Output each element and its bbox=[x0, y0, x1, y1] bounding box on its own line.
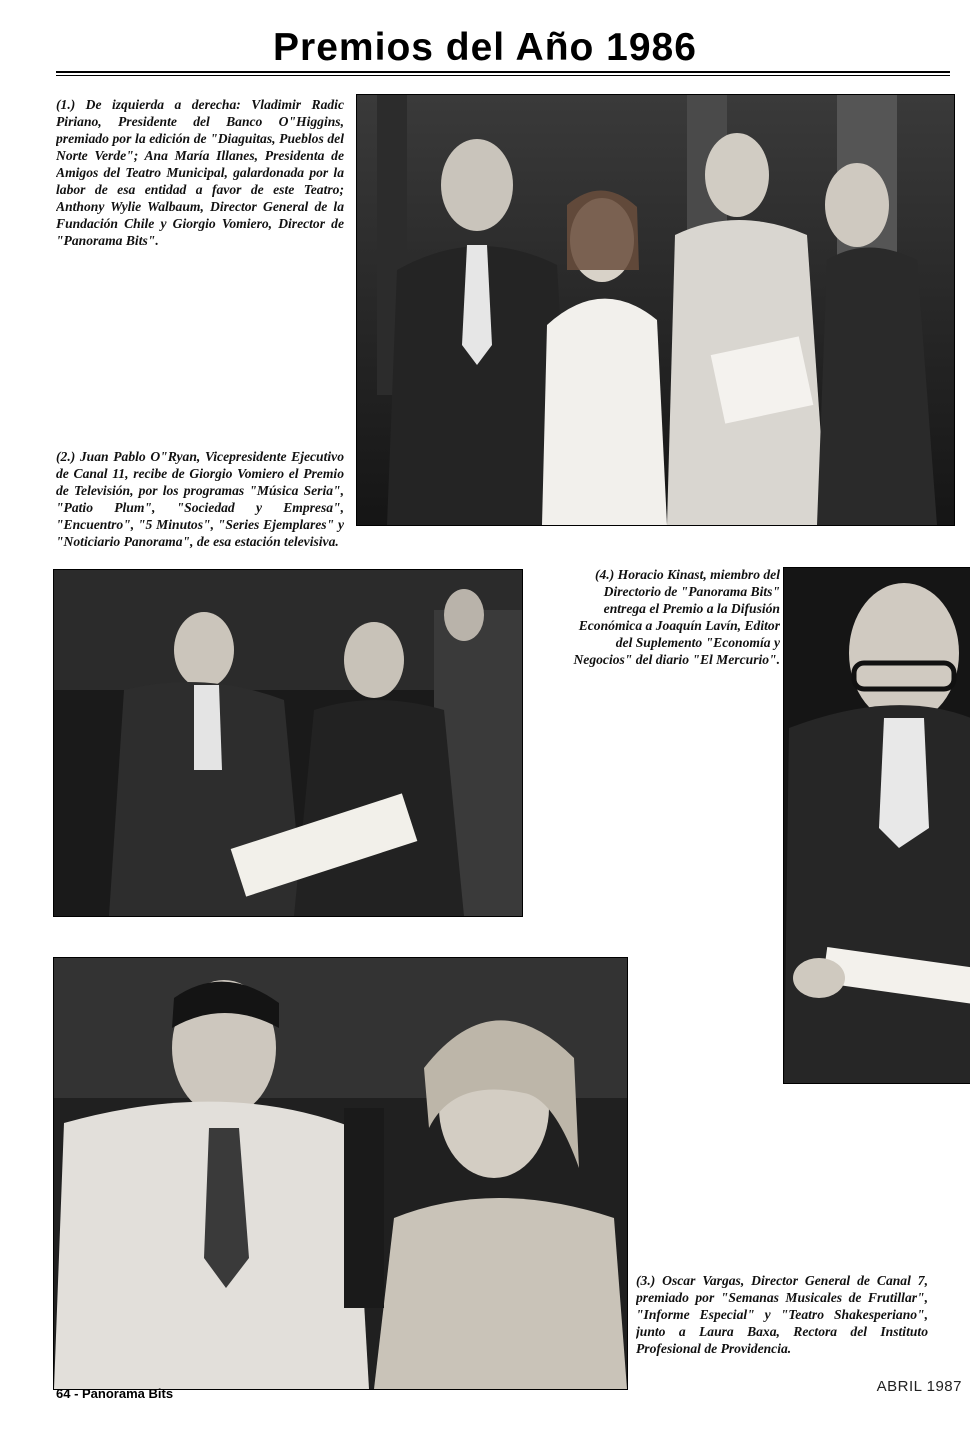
page-footer-date: ABRIL 1987 bbox=[876, 1378, 962, 1395]
caption-4: (4.) Horacio Kinast, miembro del Directorio de "Panorama Bits" entrega el Premio a la Difusión Económica a Joaquín Lavín, Editor del Suplemento "Economía y Negocios" del diario "El Mercurio". bbox=[573, 567, 780, 667]
caption-2: (2.) Juan Pablo O"Ryan, Vicepresidente Ejecutivo de Canal 11, recibe de Giorgio Vomiero el Premio de Televisión, por los programas "Música Seria", "Patio Plum", "Sociedad y Empresa", "Encuentro", "5 Minutos", "Series Ejemplares" y "Noticiario Panorama", de esa estación televisiva. bbox=[56, 449, 344, 549]
title-rule-top bbox=[56, 71, 950, 73]
caption-1: (1.) De izquierda a derecha: Vladimir Radic Piriano, Presidente del Banco O"Higgins, premiado por la edición de "Diaguitas, Pueblos del Norte Verde"; Ana María Illanes, Presidenta de Amigos del Teatro Municipal, galardonada por la labor de esa entidad a favor de este Teatro; Anthony Wylie Walbaum, Director General de la Fundación Chile y Giorgio Vomiero, Director de "Panorama Bits". bbox=[56, 97, 344, 248]
title-rule-bottom bbox=[56, 75, 950, 76]
photo-4-award bbox=[783, 567, 970, 1084]
caption-3: (3.) Oscar Vargas, Director General de Canal 7, premiado por "Semanas Musicales de Frutillar", "Informe Especial" y "Teatro Shakesperiano", junto a Laura Baxa, Rectora del Instituto Profesional de Providencia. bbox=[636, 1273, 928, 1356]
page-footer-folio: 64 - Panorama Bits bbox=[56, 1386, 174, 1401]
page-title: Premios del Año 1986 bbox=[273, 26, 697, 69]
photo-3-portrait bbox=[53, 957, 628, 1390]
photo-1-group bbox=[356, 94, 955, 526]
photo-2-award bbox=[53, 569, 523, 917]
